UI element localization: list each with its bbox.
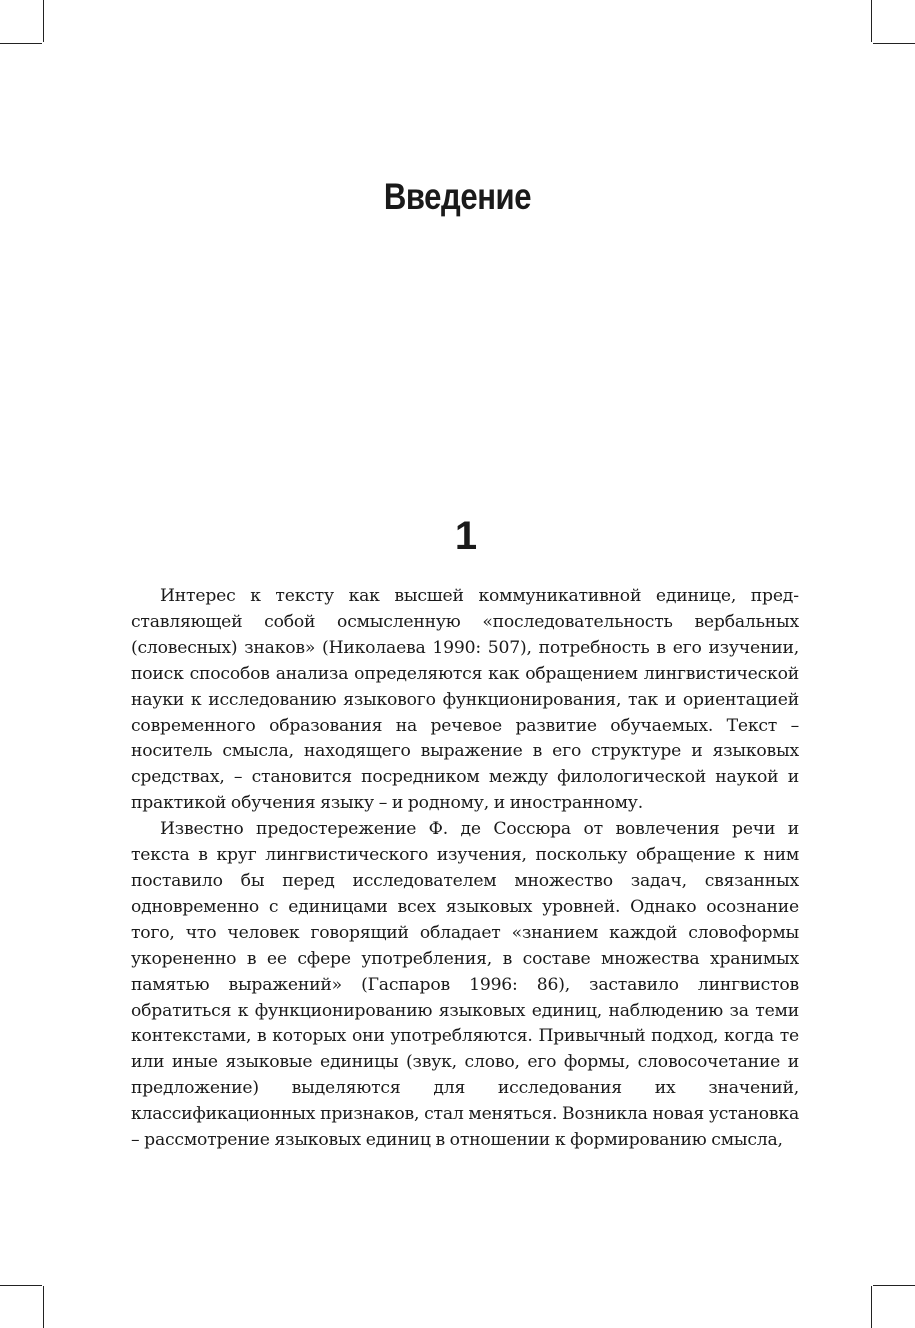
paragraph: Известно предостережение Ф. де Соссюра от вовлечения речи и текста в круг лингвистического изучения, поскольку обращение к ним поставило бы перед исследователем множество задач, связанных одновременно с единицами всех языковых уровней. Однако осознание того, что человек говорящий обладает «знанием каждой словоформы укорененно в ее сфере употребления, в составе множества хранимых памятью выражений» (Гаспаров 1996: 86), заставило лингвистов обратиться к функционированию языковых единиц, наблюдению за теми контекстами, в которых они употребляются. Привычный подход, когда те или иные языковые единицы (звук, слово, его формы, словосочетание и предложение) выделяются для исследования их значений, классификационных признаков, стал меняться. Возникла новая установка – рассмотрение языковых единиц в отношении к формированию смысла, xyxy=(131,819,799,1151)
crop-mark-bottom-right-horizontal xyxy=(873,1285,915,1286)
section-number: 1 xyxy=(454,514,478,558)
body-text xyxy=(131,584,799,1154)
crop-mark-top-left-horizontal xyxy=(0,43,42,44)
crop-mark-top-right-horizontal xyxy=(873,43,915,44)
paragraph: Интерес к тексту как высшей коммуникативной единице, представляющей собой осмысленную «последовательность вербальных (словесных) знаков» (Николаева 1990: 507), потребность в его изучении, поиск способов анализа определяются как обращением лингвистической науки к исследованию языкового функционирования, так и ориентацией современного образования на речевое развитие обучаемых. Текст – носитель смысла, находящего выражение в его структуре и языковых средствах, – становится посредником между филологической наукой и практикой обучения языку – и родному, и иностранному. xyxy=(131,586,799,814)
crop-mark-bottom-left-horizontal xyxy=(0,1285,42,1286)
crop-mark-bottom-right-vertical xyxy=(871,1286,872,1328)
chapter-title: Введение xyxy=(383,176,532,217)
crop-mark-bottom-left-vertical xyxy=(43,1286,44,1328)
crop-mark-top-left-vertical xyxy=(43,0,44,42)
crop-mark-top-right-vertical xyxy=(871,0,872,42)
